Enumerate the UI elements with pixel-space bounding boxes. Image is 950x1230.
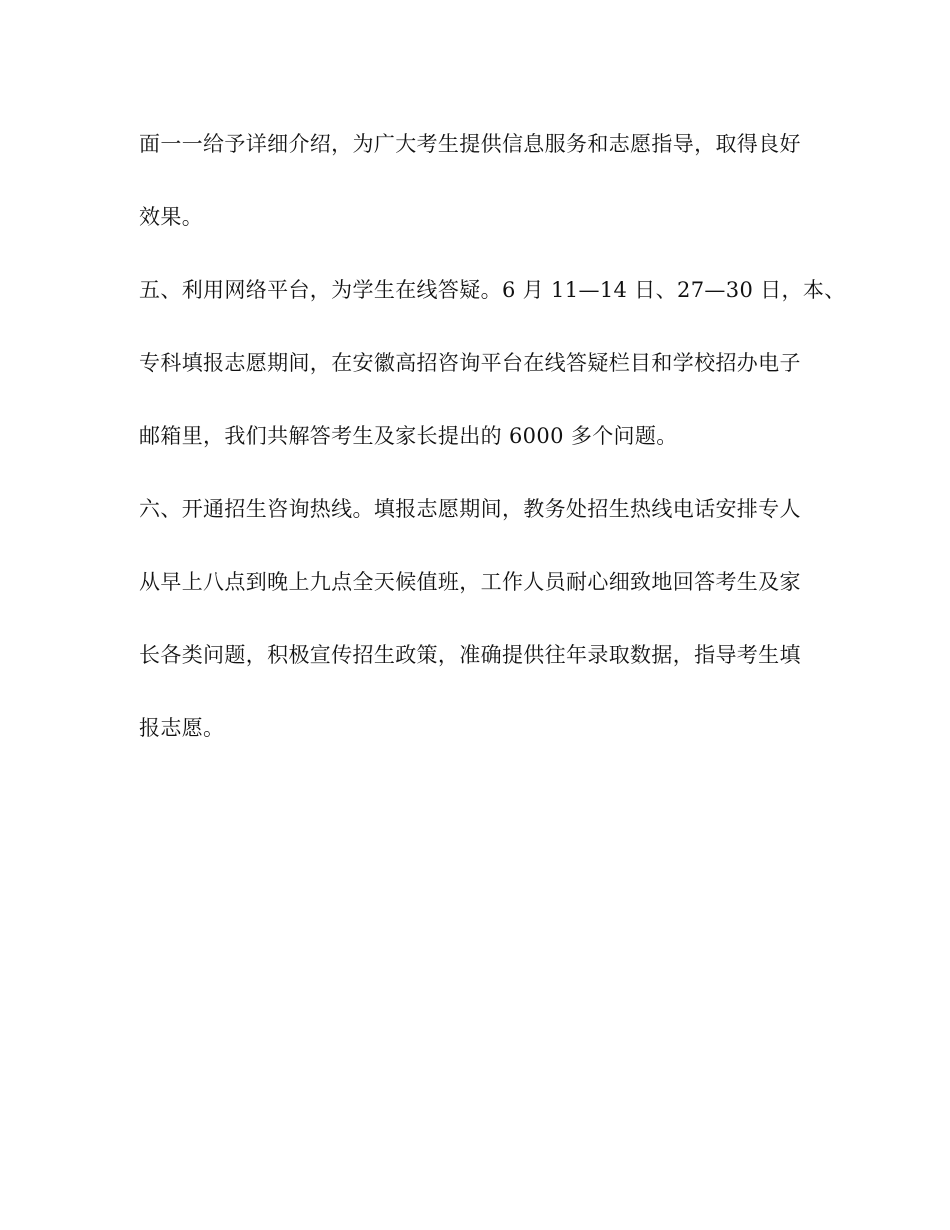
paragraph-line: 邮箱里，我们共解答考生及家长提出的 6000 多个问题。 [139,424,678,448]
paragraph-line: 长各类问题，积极宣传招生政策，准确提供往年录取数据，指导考生填 [139,643,801,667]
paragraph-line: 从早上八点到晚上九点全天候值班，工作人员耐心细致地回答考生及家 [139,570,801,594]
paragraph-line: 面一一给予详细介绍，为广大考生提供信息服务和志愿指导，取得良好 [139,132,801,156]
paragraph-line: 六、开通招生咨询热线。填报志愿期间，教务处招生热线电话安排专人 [139,497,801,521]
paragraph-line: 五、利用网络平台，为学生在线答疑。6 月 11—14 日、27—30 日，本、 [139,278,846,302]
paragraph-line: 专科填报志愿期间，在安徽高招咨询平台在线答疑栏目和学校招办电子 [139,351,801,375]
document-body [139,108,846,765]
paragraph-line: 效果。 [139,205,204,229]
paragraph-line: 报志愿。 [139,716,225,740]
